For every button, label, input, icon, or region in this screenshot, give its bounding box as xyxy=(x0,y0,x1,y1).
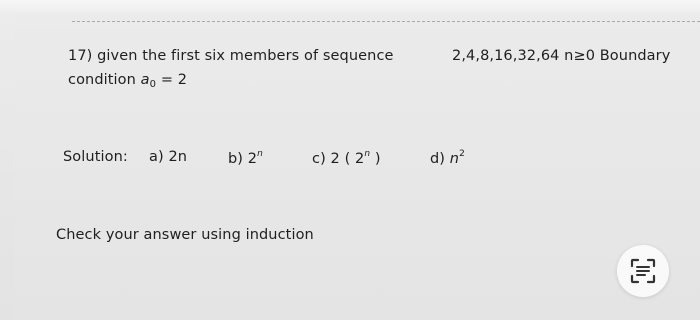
option-d-base: n xyxy=(449,151,460,167)
solution-label: Solution: xyxy=(63,149,128,165)
scan-text-icon xyxy=(629,257,657,285)
initial-condition-value: = 2 xyxy=(156,72,188,88)
option-d-prefix: d) xyxy=(430,151,450,167)
option-a: a) 2n xyxy=(149,149,188,165)
option-d-exponent: 2 xyxy=(459,149,465,159)
option-c-base: c) 2 ( 2 xyxy=(312,151,365,167)
option-b xyxy=(228,149,263,167)
initial-condition-var: a xyxy=(140,72,150,88)
dashed-divider xyxy=(72,21,700,22)
option-c-close: ) xyxy=(370,151,381,167)
question-line-2 xyxy=(68,72,187,90)
top-edge-strip xyxy=(0,0,700,14)
sequence-text xyxy=(452,48,670,64)
scan-text-button[interactable] xyxy=(617,245,669,297)
condition-label: condition xyxy=(68,72,136,88)
question-text: 17) given the first six members of sequence xyxy=(68,48,394,64)
question-line-1 xyxy=(68,48,394,64)
instruction-text: Check your answer using induction xyxy=(56,227,314,243)
initial-condition-subscript: 0 xyxy=(149,79,157,90)
sequence-values: 2,4,8,16,32,64 n≥0 Boundary xyxy=(452,48,671,64)
option-b-base: b) 2 xyxy=(228,151,258,167)
option-b-exponent: n xyxy=(257,149,263,159)
option-c-exponent: n xyxy=(364,149,371,159)
option-c xyxy=(312,149,381,167)
option-d xyxy=(430,149,465,167)
